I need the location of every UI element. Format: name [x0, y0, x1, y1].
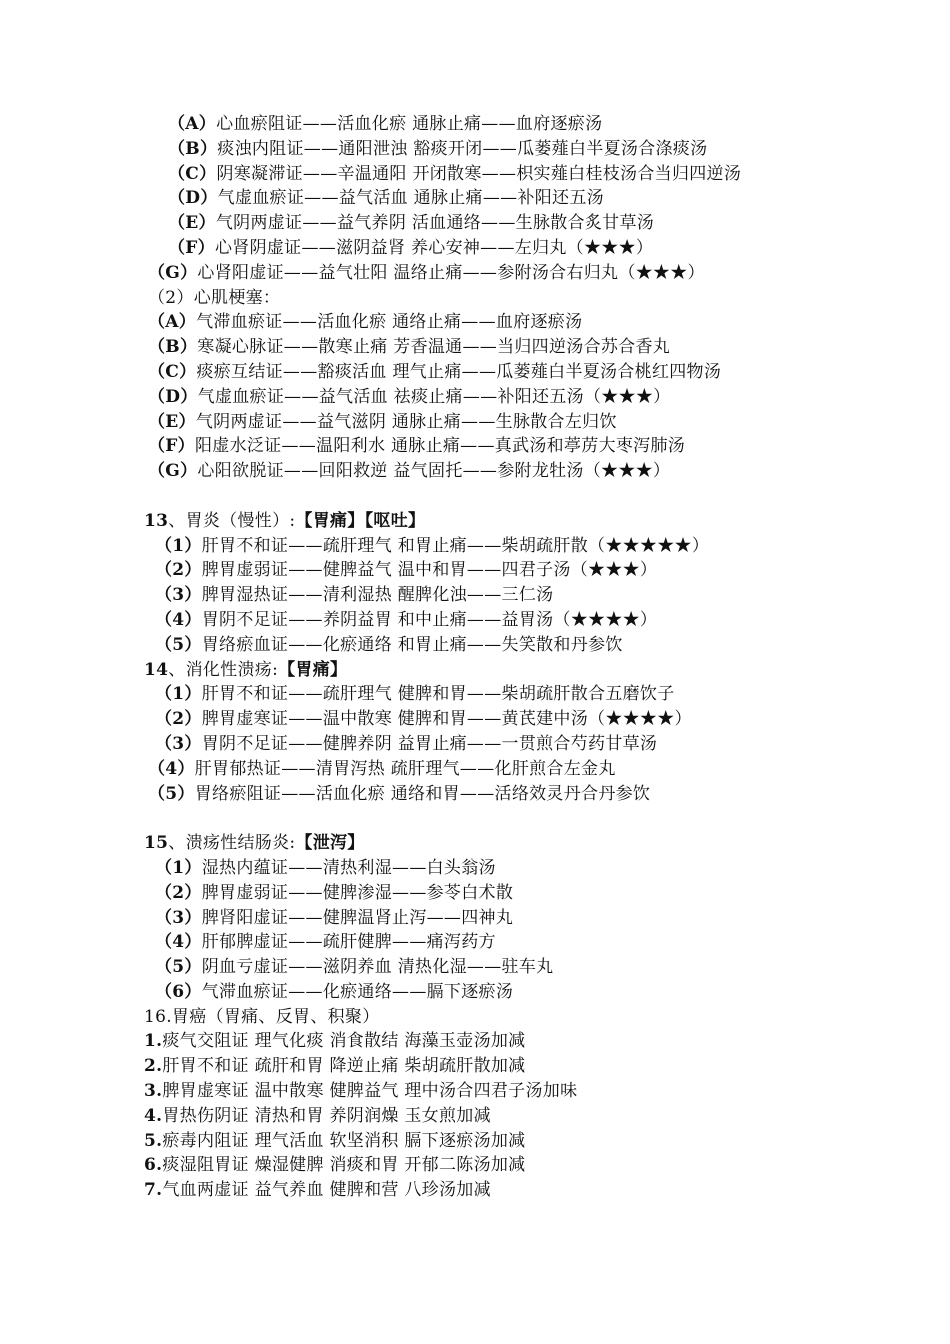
list-item: （G）心阳欲脱证——回阳救逆 益气固托——参附龙牡汤（★★★） — [148, 461, 671, 482]
blank-line — [0, 484, 950, 509]
ulcerative-colitis-section — [0, 831, 950, 1005]
section-heading: 16.胃癌（胃痛、反胃、积聚） — [144, 1006, 380, 1027]
list-item: （E）气阴两虚证——益气滋阴 通脉止痛——生脉散合左归饮 — [148, 411, 617, 432]
list-item: （1）肝胃不和证——疏肝理气 和胃止痛——柴胡疏肝散（★★★★★） — [155, 535, 710, 556]
list-item: （A）心血瘀阻证——活血化瘀 通脉止痛——血府逐瘀汤 — [168, 114, 603, 134]
blank-line — [0, 806, 950, 831]
list-item: （5）胃络瘀血证——化瘀通络 和胃止痛——失笑散和丹参饮 — [155, 634, 623, 655]
list-item: （3）胃阴不足证——健脾养阴 益胃止痛——一贯煎合芍药甘草汤 — [155, 733, 658, 754]
list-item: （A）气滞血瘀证——活血化瘀 通络止痛——血府逐瘀汤 — [148, 312, 583, 333]
list-item: （5）阴血亏虚证——滋阴养血 清热化湿——驻车丸 — [155, 957, 554, 978]
list-item: （2）脾胃虚弱证——健脾渗湿——参苓白术散 — [155, 882, 514, 903]
list-item: 6.痰湿阻胃证 燥湿健脾 消痰和胃 开郁二陈汤加减 — [144, 1155, 526, 1176]
angina-syndromes-list — [0, 112, 950, 286]
list-item: （4）胃阴不足证——养阴益胃 和中止痛——益胃汤（★★★★） — [155, 609, 658, 630]
section-heading: 13、胃炎（慢性）:【胃痛】【呕吐】 — [144, 510, 426, 531]
section-heading: 15、溃疡性结肠炎:【泄泻】 — [144, 833, 365, 854]
list-item: 5.瘀毒内阻证 理气活血 软坚消积 膈下逐瘀汤加减 — [144, 1130, 526, 1151]
list-item: （1）湿热内蕴证——清热利湿——白头翁汤 — [155, 857, 496, 878]
list-item: 4.胃热伤阴证 清热和胃 养阴润燥 玉女煎加减 — [144, 1105, 491, 1126]
list-item: （1）肝胃不和证——疏肝理气 健脾和胃——柴胡疏肝散合五磨饮子 — [155, 684, 675, 705]
list-item: （6）气滞血瘀证——化瘀通络——膈下逐瘀汤 — [155, 981, 514, 1002]
list-item: （2）脾胃虚寒证——温中散寒 健脾和胃——黄芪建中汤（★★★★） — [155, 709, 692, 730]
section-heading: 14、消化性溃疡:【胃痛】 — [144, 659, 348, 680]
list-item: （D）气虚血瘀证——益气活血 通脉止痛——补阳还五汤 — [168, 188, 604, 209]
list-item: （B）寒凝心脉证——散寒止痛 芳香温通——当归四逆汤合苏合香丸 — [148, 337, 671, 358]
list-item: （5）胃络瘀阻证——活血化瘀 通络和胃——活络效灵丹合丹参饮 — [148, 783, 651, 804]
list-item: （3）脾肾阳虚证——健脾温肾止泻——四神丸 — [155, 907, 514, 928]
list-item: （3）脾胃湿热证——清利湿热 醒脾化浊——三仁汤 — [155, 585, 554, 606]
list-item: 1.痰气交阻证 理气化痰 消食散结 海藻玉壶汤加减 — [144, 1031, 526, 1052]
list-item: （B）痰浊内阻证——通阳泄浊 豁痰开闭——瓜蒌薤白半夏汤合涤痰汤 — [168, 138, 708, 159]
document-page — [0, 112, 950, 1203]
list-item: （E）气阴两虚证——益气养阴 活血通络——生脉散合炙甘草汤 — [168, 213, 655, 234]
section-title: （2）心肌梗塞： — [148, 287, 281, 308]
list-item: （C）痰瘀互结证——豁痰活血 理气止痛——瓜蒌薤白半夏汤合桃红四物汤 — [148, 361, 722, 382]
list-item: （C）阴寒凝滞证——辛温通阳 开闭散寒——枳实薤白桂枝汤合当归四逆汤 — [168, 163, 742, 184]
gastritis-section — [0, 509, 950, 658]
list-item: 2.肝胃不和证 疏肝和胃 降逆止痛 柴胡疏肝散加减 — [144, 1056, 526, 1077]
list-item: （G）心肾阳虚证——益气壮阳 温络止痛——参附汤合右归丸（★★★） — [148, 262, 705, 283]
list-item: （4）肝胃郁热证——清胃泻热 疏肝理气——化肝煎合左金丸 — [148, 758, 616, 779]
list-item: （D）气虚血瘀证——益气活血 祛痰止痛——补阳还五汤（★★★） — [148, 386, 671, 407]
peptic-ulcer-section — [0, 658, 950, 807]
list-item: （F）心肾阴虚证——滋阴益肾 养心安神——左归丸（★★★） — [168, 237, 654, 258]
gastric-cancer-section — [0, 1005, 950, 1203]
list-item: 7.气血两虚证 益气养血 健脾和营 八珍汤加减 — [144, 1180, 491, 1201]
list-item: 3.脾胃虚寒证 温中散寒 健脾益气 理中汤合四君子汤加味 — [144, 1081, 578, 1102]
list-item: （2）脾胃虚弱证——健脾益气 温中和胃——四君子汤（★★★） — [155, 560, 658, 581]
list-item: （F）阳虚水泛证——温阳利水 通脉止痛——真武汤和葶苈大枣泻肺汤 — [148, 436, 686, 457]
list-item: （4）肝郁脾虚证——疏肝健脾——痛泻药方 — [155, 932, 496, 953]
myocardial-infarction-section — [0, 286, 950, 484]
